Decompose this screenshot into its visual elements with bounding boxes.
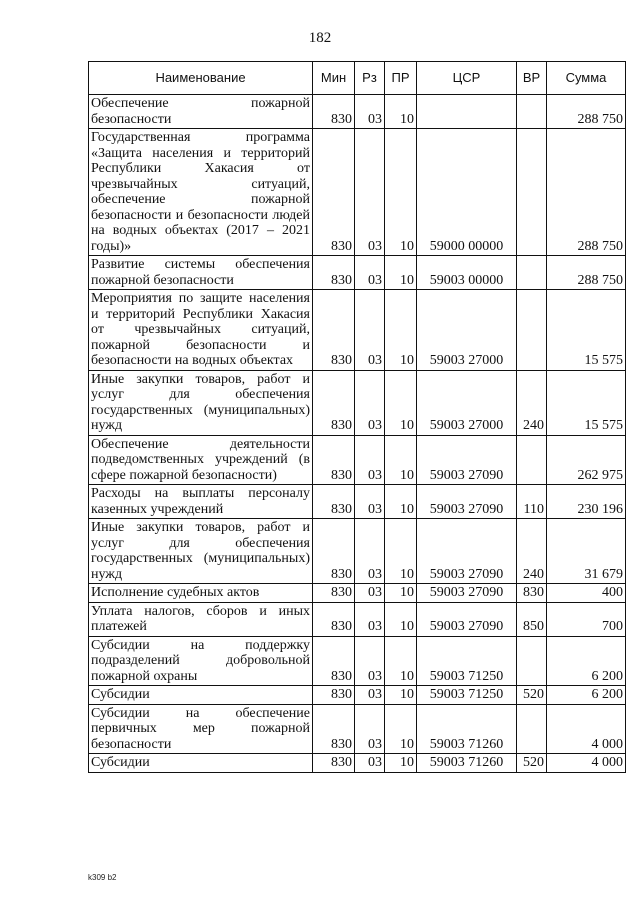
table-row	[89, 519, 626, 584]
cell-min: 830	[313, 602, 355, 636]
cell-min: 830	[313, 290, 355, 371]
cell-name: Расходы на выплаты персоналу казенных учреждений	[89, 485, 313, 519]
cell-min: 830	[313, 435, 355, 485]
table-row	[89, 754, 626, 773]
cell-vr: 830	[517, 584, 547, 603]
cell-sum: 288 750	[547, 129, 626, 256]
footer-code: k309 b2	[88, 873, 117, 882]
cell-csr: 59003 27090	[417, 485, 517, 519]
cell-csr: 59003 71260	[417, 754, 517, 773]
table-row	[89, 95, 626, 129]
table-row	[89, 602, 626, 636]
table-body	[89, 95, 626, 773]
cell-name: Иные закупки товаров, работ и услуг для обеспечения государственных (муниципальных) нужд	[89, 370, 313, 435]
page-number: 182	[308, 30, 332, 46]
cell-vr: 520	[517, 686, 547, 705]
cell-name: Субсидии на поддержку подразделений добровольной пожарной охраны	[89, 636, 313, 686]
cell-rz: 03	[355, 704, 385, 754]
cell-min: 830	[313, 519, 355, 584]
cell-vr	[517, 704, 547, 754]
cell-rz: 03	[355, 519, 385, 584]
cell-rz: 03	[355, 636, 385, 686]
header-sum: Сумма	[547, 62, 626, 95]
cell-vr: 240	[517, 519, 547, 584]
header-pr: ПР	[385, 62, 417, 95]
cell-csr: 59003 71260	[417, 704, 517, 754]
cell-pr: 10	[385, 370, 417, 435]
cell-csr: 59003 27000	[417, 370, 517, 435]
table-row	[89, 485, 626, 519]
header-vr: ВР	[517, 62, 547, 95]
table-row	[89, 636, 626, 686]
cell-rz: 03	[355, 584, 385, 603]
cell-name: Государственная программа «Защита населения и территорий Республики Хакасия от чрезвычайных ситуаций, обеспечение пожарной безопасности и безопасности людей на водных объектах (2017 – 2021 годы)»	[89, 129, 313, 256]
cell-name: Мероприятия по защите населения и территорий Республики Хакасия от чрезвычайных ситуаций, пожарной безопасности и безопасности на водных объектах	[89, 290, 313, 371]
cell-vr: 850	[517, 602, 547, 636]
table-row	[89, 129, 626, 256]
table-row	[89, 290, 626, 371]
cell-vr	[517, 95, 547, 129]
cell-vr	[517, 435, 547, 485]
cell-rz: 03	[355, 686, 385, 705]
cell-sum: 230 196	[547, 485, 626, 519]
cell-min: 830	[313, 370, 355, 435]
cell-vr	[517, 636, 547, 686]
cell-sum: 700	[547, 602, 626, 636]
table-row	[89, 256, 626, 290]
cell-rz: 03	[355, 370, 385, 435]
cell-sum: 288 750	[547, 95, 626, 129]
cell-csr: 59003 27090	[417, 435, 517, 485]
cell-sum: 15 575	[547, 290, 626, 371]
cell-min: 830	[313, 584, 355, 603]
cell-pr: 10	[385, 602, 417, 636]
cell-rz: 03	[355, 485, 385, 519]
cell-vr	[517, 256, 547, 290]
cell-csr: 59003 27090	[417, 519, 517, 584]
table-row	[89, 584, 626, 603]
cell-sum: 15 575	[547, 370, 626, 435]
cell-sum: 4 000	[547, 754, 626, 773]
header-rz: Рз	[355, 62, 385, 95]
cell-min: 830	[313, 754, 355, 773]
cell-name: Субсидии на обеспечение первичных мер пожарной безопасности	[89, 704, 313, 754]
cell-csr: 59003 27090	[417, 584, 517, 603]
cell-csr: 59003 00000	[417, 256, 517, 290]
cell-sum: 400	[547, 584, 626, 603]
cell-name: Исполнение судебных актов	[89, 584, 313, 603]
cell-name: Обеспечение деятельности подведомственных учреждений (в сфере пожарной безопасности)	[89, 435, 313, 485]
cell-sum: 4 000	[547, 704, 626, 754]
cell-min: 830	[313, 95, 355, 129]
cell-pr: 10	[385, 256, 417, 290]
cell-min: 830	[313, 636, 355, 686]
table-header-row	[89, 62, 626, 95]
cell-csr: 59003 27090	[417, 602, 517, 636]
table-row	[89, 370, 626, 435]
cell-pr: 10	[385, 290, 417, 371]
cell-name: Уплата налогов, сборов и иных платежей	[89, 602, 313, 636]
cell-min: 830	[313, 485, 355, 519]
cell-csr: 59000 00000	[417, 129, 517, 256]
cell-min: 830	[313, 686, 355, 705]
cell-sum: 288 750	[547, 256, 626, 290]
cell-pr: 10	[385, 129, 417, 256]
cell-name: Иные закупки товаров, работ и услуг для обеспечения государственных (муниципальных) нужд	[89, 519, 313, 584]
cell-csr: 59003 71250	[417, 636, 517, 686]
cell-csr: 59003 27000	[417, 290, 517, 371]
cell-rz: 03	[355, 602, 385, 636]
cell-pr: 10	[385, 754, 417, 773]
cell-rz: 03	[355, 435, 385, 485]
cell-sum: 6 200	[547, 636, 626, 686]
table-row	[89, 686, 626, 705]
cell-pr: 10	[385, 519, 417, 584]
budget-table	[88, 61, 626, 773]
cell-pr: 10	[385, 636, 417, 686]
cell-name: Развитие системы обеспечения пожарной безопасности	[89, 256, 313, 290]
cell-min: 830	[313, 704, 355, 754]
header-csr: ЦСР	[417, 62, 517, 95]
cell-vr: 110	[517, 485, 547, 519]
cell-pr: 10	[385, 686, 417, 705]
cell-name: Обеспечение пожарной безопасности	[89, 95, 313, 129]
cell-min: 830	[313, 256, 355, 290]
cell-pr: 10	[385, 485, 417, 519]
cell-rz: 03	[355, 754, 385, 773]
header-name: Наименование	[89, 62, 313, 95]
cell-vr: 240	[517, 370, 547, 435]
cell-name: Субсидии	[89, 754, 313, 773]
cell-rz: 03	[355, 290, 385, 371]
cell-rz: 03	[355, 256, 385, 290]
cell-vr	[517, 290, 547, 371]
table-row	[89, 704, 626, 754]
cell-pr: 10	[385, 584, 417, 603]
cell-name: Субсидии	[89, 686, 313, 705]
cell-min: 830	[313, 129, 355, 256]
cell-vr: 520	[517, 754, 547, 773]
cell-rz: 03	[355, 129, 385, 256]
cell-pr: 10	[385, 435, 417, 485]
cell-sum: 31 679	[547, 519, 626, 584]
cell-sum: 6 200	[547, 686, 626, 705]
cell-vr	[517, 129, 547, 256]
cell-csr: 59003 71250	[417, 686, 517, 705]
table-row	[89, 435, 626, 485]
header-min: Мин	[313, 62, 355, 95]
cell-csr	[417, 95, 517, 129]
cell-pr: 10	[385, 95, 417, 129]
cell-rz: 03	[355, 95, 385, 129]
cell-pr: 10	[385, 704, 417, 754]
cell-sum: 262 975	[547, 435, 626, 485]
